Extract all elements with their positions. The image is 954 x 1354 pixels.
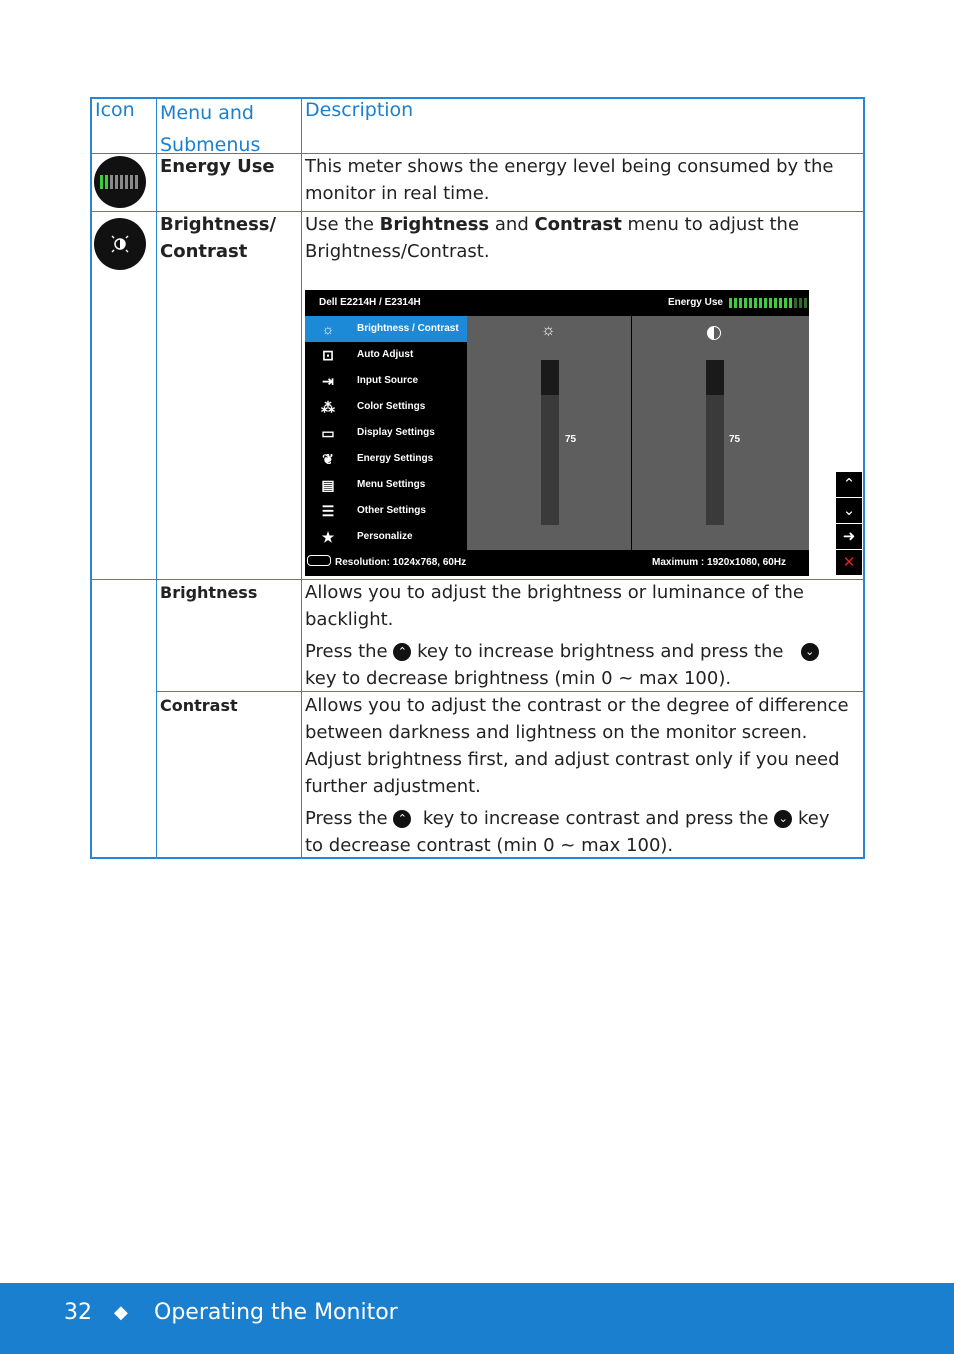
menu-settings-icon: ▤ [321,477,335,493]
down-key-icon: ⌄ [774,810,792,828]
energy-description: This meter shows the energy level being consumed by the monitor in real time. [305,156,834,204]
energy-meter-icon [94,156,146,208]
submenu-brightness: Brightness [160,583,258,602]
contrast-icon [707,326,721,340]
contrast-slider[interactable] [706,360,724,525]
header-description: Description [305,99,414,121]
color-settings-icon: ⁂ [321,399,335,415]
resolution-icon [307,555,331,566]
page-footer [0,1283,954,1354]
osd-energy-meter [729,298,807,308]
brightness-press-instructions: Press the ⌃ key to increase brightness and press the ⌄ key to decrease brightness (min 0 ~ max 100). [305,638,860,692]
down-key-icon: ⌄ [801,643,819,661]
up-key-icon: ⌃ [393,643,411,661]
osd-item-auto-adjust[interactable]: ⊡ Auto Adjust [305,342,467,368]
osd-item-input-source[interactable]: ⇥ Input Source [305,368,467,394]
up-arrow-button[interactable]: ⌃ [836,472,862,497]
sun-icon: ☼ [541,322,556,339]
page-number: 32 [64,1300,92,1325]
osd-contrast-panel [632,316,809,550]
contrast-press-instructions: Press the ⌃ key to increase contrast and press the ⌄ key to decrease contrast (min 0 ~ max 100). [305,808,830,856]
down-arrow-button[interactable]: ⌄ [836,498,862,523]
osd-item-brightness-contrast[interactable]: ☼ Brightness / Contrast [305,316,467,342]
menu-brightness-contrast: Brightness/ Contrast [160,214,277,262]
section-title: Operating the Monitor [154,1300,398,1325]
brightness-slider[interactable] [541,360,559,525]
osd-item-color-settings[interactable]: ⁂ Color Settings [305,394,467,420]
brightness-contrast-description: Use the Brightness and Contrast menu to adjust the Brightness/Contrast. [305,214,800,262]
display-settings-icon: ▭ [321,425,335,441]
energy-settings-icon: ❦ [322,451,334,467]
menu-energy-use: Energy Use [160,156,275,177]
header-menu: Menu and Submenus [160,102,261,156]
diamond-icon: ◆ [114,1302,128,1323]
brightness-icon: ☼ [321,321,335,337]
up-key-icon: ⌃ [393,810,411,828]
osd-item-other-settings[interactable]: ☰ Other Settings [305,498,467,524]
header-icon: Icon [95,99,135,121]
personalize-icon: ★ [321,529,335,545]
osd-menu [305,316,467,550]
osd-item-display-settings[interactable]: ▭ Display Settings [305,420,467,446]
input-source-icon: ⇥ [322,373,334,389]
osd-item-energy-settings[interactable]: ❦ Energy Settings [305,446,467,472]
contrast-value: 75 [729,434,741,445]
contrast-description: Allows you to adjust the contrast or the degree of difference between darkness and lightness on the monitor screen. Adjust brightness first, and adjust contrast only if you need further adjustment. [305,695,849,797]
brightness-value: 75 [565,434,577,445]
osd-screenshot [305,290,809,576]
osd-maximum: Maximum : 1920x1080, 60Hz [652,557,786,568]
auto-adjust-icon: ⊡ [322,347,334,363]
brightness-contrast-icon [94,218,146,270]
osd-item-menu-settings[interactable]: ▤ Menu Settings [305,472,467,498]
exit-x-button[interactable]: ✕ [836,550,862,575]
osd-model-title: Dell E2214H / E2314H [319,297,421,308]
brightness-description: Allows you to adjust the brightness or luminance of the backlight. [305,582,804,630]
other-settings-icon: ☰ [321,503,335,519]
osd-footer [305,550,809,576]
right-arrow-button[interactable]: ➜ [836,524,862,549]
osd-resolution: Resolution: 1024x768, 60Hz [335,557,467,568]
osd-item-personalize[interactable]: ★ Personalize [305,524,467,550]
submenu-contrast: Contrast [160,696,238,715]
osd-energy-label: Energy Use [667,297,723,308]
osd-brightness-panel [467,316,631,550]
